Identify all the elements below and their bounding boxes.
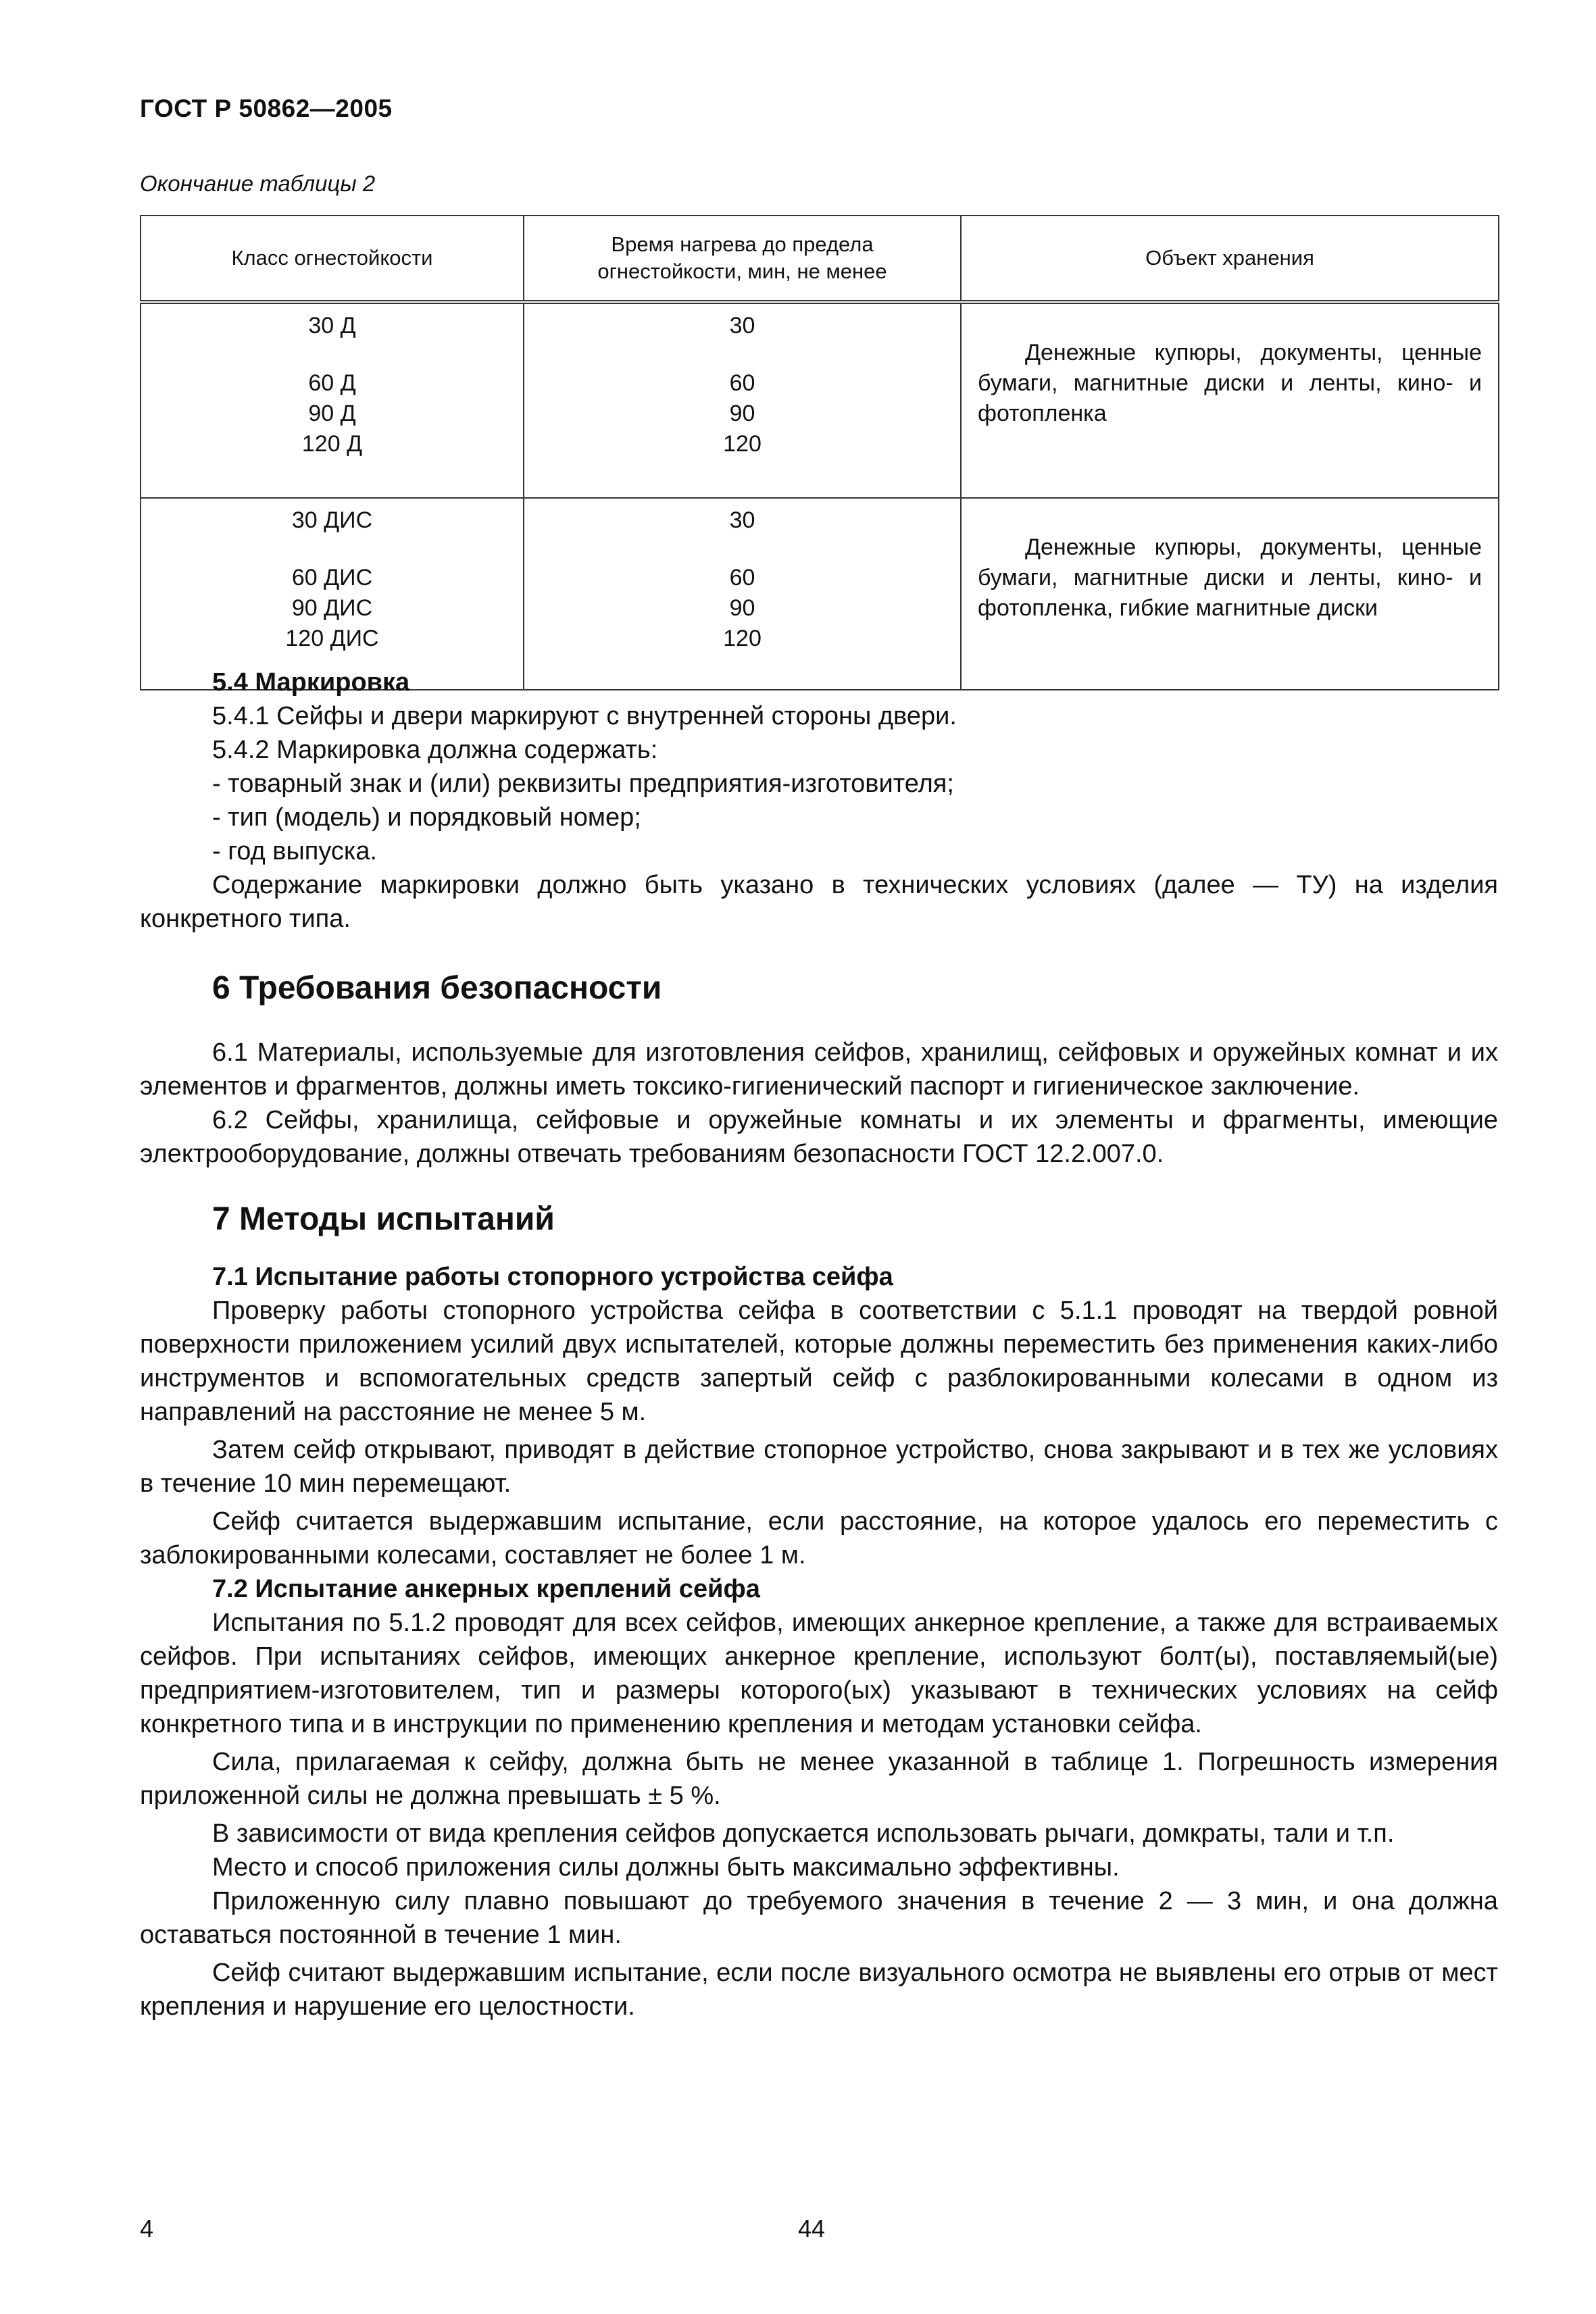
class-cell: 30 ДИС 60 ДИС 90 ДИС 120 ДИС (141, 498, 524, 690)
time-cell: 30 60 90 120 (524, 302, 961, 498)
paragraph: Приложенную силу плавно повышают до требуемого значения в течение 2 — 3 мин, и она должна оставаться постоянной в течение 1 мин. (140, 1887, 1498, 1949)
header-time: Время нагрева до предела огнестойкости, мин, не менее (524, 216, 961, 302)
paragraph: Испытания по 5.1.2 проводят для всех сейфов, имеющих анкерное крепление, а также для встраиваемых сейфов. При испытаниях сейфов, имеющих анкерное крепление, используют болт(ы), поставляемый(ые) предприятием-изготовителем, тип и размеры которого(ых) указывают в технических условиях на сейф конкретного типа и в инструкции по применению крепления и методам установки сейфа. (140, 1609, 1498, 1738)
object-cell: Денежные купюры, документы, ценные бумаги, магнитные диски и ленты, кино- и фотопленка, гибкие магнитные диски (961, 498, 1499, 690)
list-item: - тип (модель) и порядковый номер; (212, 803, 641, 832)
subsection-title-7-2: 7.2 Испытание анкерных креплений сейфа (212, 1575, 760, 1603)
document-header: ГОСТ Р 50862—2005 (140, 95, 393, 122)
table-header-row (141, 216, 1499, 302)
header-class: Класс огнестойкости (141, 216, 524, 302)
list-item: - товарный знак и (или) реквизиты предприятия-изготовителя; (212, 770, 954, 798)
time-cell: 30 60 90 120 (524, 498, 961, 690)
paragraph: Сила, прилагаемая к сейфу, должна быть не менее указанной в таблице 1. Погрешность измерения приложенной силы не должна превышать ± 5 %. (140, 1748, 1498, 1810)
document-body (140, 665, 1498, 2023)
table-caption: Окончание таблицы 2 (140, 171, 376, 196)
paragraph: Сейф считают выдержавшим испытание, если после визуального осмотра не выявлены его отрыв от мест крепления и нарушение его целостности. (140, 1959, 1498, 2021)
paragraph-5-4-2: 5.4.2 Маркировка должна содержать: (212, 736, 658, 764)
page-number-center: 44 (798, 2215, 826, 2242)
paragraph: Сейф считается выдержавшим испытание, если расстояние, на которое удалось его переместить с заблокированными колесами, составляет не более 1 м. (140, 1507, 1498, 1569)
paragraph-6-1: 6.1 Материалы, используемые для изготовления сейфов, хранилищ, сейфовых и оружейных комнат и их элементов и фрагментов, должны иметь токсико-гигиенический паспорт и гигиеническое заключение. (140, 1038, 1498, 1101)
paragraph-6-2: 6.2 Сейфы, хранилища, сейфовые и оружейные комнаты и их элементы и фрагменты, имеющие электрооборудование, должны отвечать требованиям безопасности ГОСТ 12.2.007.0. (140, 1106, 1498, 1168)
table-row (141, 302, 1499, 498)
paragraph: Проверку работы стопорного устройства сейфа в соответствии с 5.1.1 проводят на твердой ровной поверхности приложением усилий двух испытателей, которые должны переместить без применения каких-либо инструментов и вспомогательных средств запертый сейф с разблокированными колесами в одном из направлений на расстояние не менее 5 м. (140, 1297, 1498, 1426)
paragraph: Затем сейф открывают, приводят в действие стопорное устройство, снова закрывают и в тех же условиях в течение 10 мин перемещают. (140, 1436, 1498, 1498)
section-title-7: 7 Методы испытаний (212, 1201, 555, 1237)
section-title-6: 6 Требования безопасности (212, 970, 662, 1006)
fire-resistance-table (140, 215, 1499, 690)
subsection-title-7-1: 7.1 Испытание работы стопорного устройства сейфа (212, 1263, 893, 1291)
paragraph: Место и способ приложения силы должны быть максимально эффективны. (212, 1853, 1120, 1882)
subsection-title-5-4: 5.4 Маркировка (212, 668, 410, 697)
paragraph-marking-content: Содержание маркировки должно быть указано в технических условиях (далее — ТУ) на изделия конкретного типа. (140, 871, 1498, 933)
table-row (141, 498, 1499, 690)
object-cell: Денежные купюры, документы, ценные бумаги, магнитные диски и ленты, кино- и фотопленка (961, 302, 1499, 498)
list-item: - год выпуска. (212, 837, 378, 865)
header-object: Объект хранения (961, 216, 1499, 302)
class-cell: 30 Д 60 Д 90 Д 120 Д (141, 302, 524, 498)
paragraph: В зависимости от вида крепления сейфов допускается использовать рычаги, домкраты, тали и т.п. (212, 1819, 1395, 1848)
paragraph-5-4-1: 5.4.1 Сейфы и двери маркируют с внутренней стороны двери. (212, 702, 957, 730)
page-number-left: 4 (140, 2215, 154, 2242)
